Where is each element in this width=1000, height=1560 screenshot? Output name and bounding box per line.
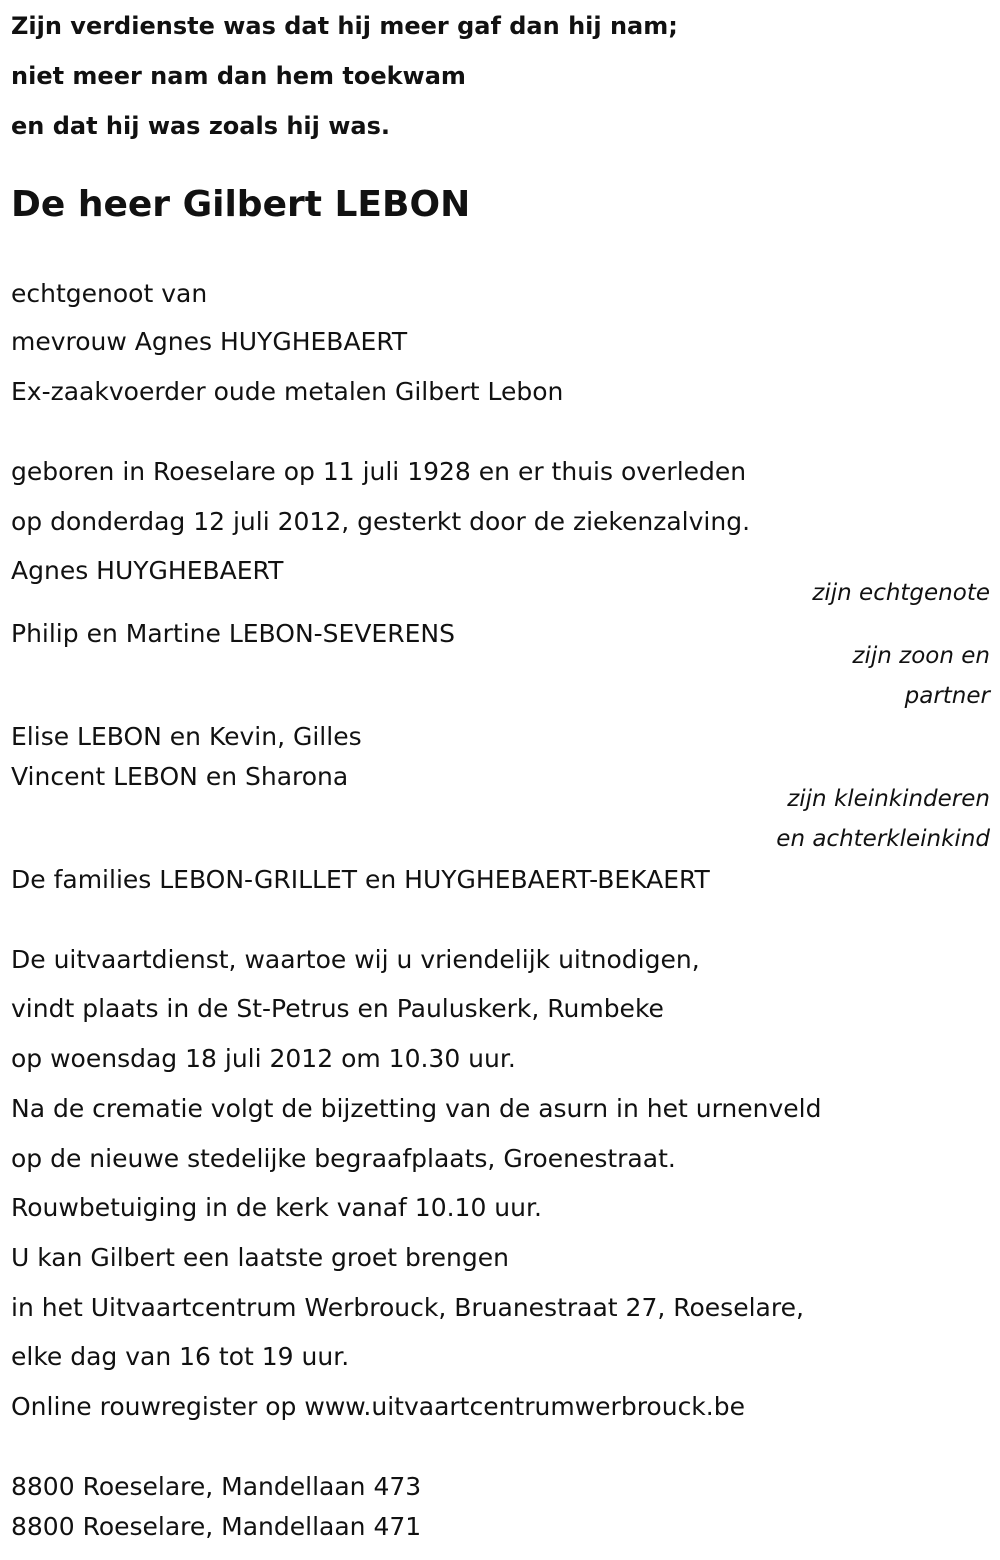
birth-death-line-1: geboren in Roeselare op 11 juli 1928 en er thuis overleden	[11, 457, 747, 486]
relation-grandchildren-line-1: zijn kleinkinderen	[787, 786, 990, 812]
address-line-2: 8800 Roeselare, Mandellaan 471	[11, 1512, 422, 1541]
relation-son-line-1: zijn zoon en	[852, 643, 990, 669]
mourner-grandchild-2: Vincent LEBON en Sharona	[11, 762, 349, 791]
intro-line-3: Ex-zaakvoerder oude metalen Gilbert Lebon	[11, 377, 564, 406]
intro-line-1: echtgenoot van	[11, 279, 208, 308]
service-line-7: U kan Gilbert een laatste groet brengen	[11, 1243, 509, 1272]
mourner-families: De families LEBON-GRILLET en HUYGHEBAERT-BEKAERT	[11, 865, 710, 894]
verse-line-3: en dat hij was zoals hij was.	[11, 112, 391, 140]
relation-son-line-2: partner	[904, 683, 990, 709]
service-line-9: elke dag van 16 tot 19 uur.	[11, 1342, 350, 1371]
service-line-4: Na de crematie volgt de bijzetting van de asurn in het urnenveld	[11, 1094, 822, 1123]
mourner-grandchild-1: Elise LEBON en Kevin, Gilles	[11, 722, 362, 751]
intro-line-2: mevrouw Agnes HUYGHEBAERT	[11, 327, 408, 356]
birth-death-line-2: op donderdag 12 juli 2012, gesterkt door de ziekenzalving.	[11, 507, 751, 536]
address-line-1: 8800 Roeselare, Mandellaan 473	[11, 1472, 422, 1501]
service-line-8: in het Uitvaartcentrum Werbrouck, Bruanestraat 27, Roeselare,	[11, 1293, 804, 1322]
verse-line-2: niet meer nam dan hem toekwam	[11, 62, 466, 90]
verse-line-1: Zijn verdienste was dat hij meer gaf dan hij nam;	[11, 12, 678, 40]
service-line-5: op de nieuwe stedelijke begraafplaats, Groenestraat.	[11, 1144, 676, 1173]
mourner-spouse: Agnes HUYGHEBAERT	[11, 556, 284, 585]
service-line-1: De uitvaartdienst, waartoe wij u vriendelijk uitnodigen,	[11, 945, 700, 974]
service-line-10: Online rouwregister op www.uitvaartcentrumwerbrouck.be	[11, 1392, 745, 1421]
service-line-6: Rouwbetuiging in de kerk vanaf 10.10 uur.	[11, 1193, 542, 1222]
service-line-3: op woensdag 18 juli 2012 om 10.30 uur.	[11, 1044, 516, 1073]
service-line-2: vindt plaats in de St-Petrus en Pauluskerk, Rumbeke	[11, 994, 664, 1023]
relation-spouse: zijn echtgenote	[812, 580, 990, 606]
mourner-son: Philip en Martine LEBON-SEVERENS	[11, 619, 455, 648]
relation-grandchildren-line-2: en achterkleinkind	[776, 826, 990, 852]
deceased-name: De heer Gilbert LEBON	[11, 184, 471, 225]
